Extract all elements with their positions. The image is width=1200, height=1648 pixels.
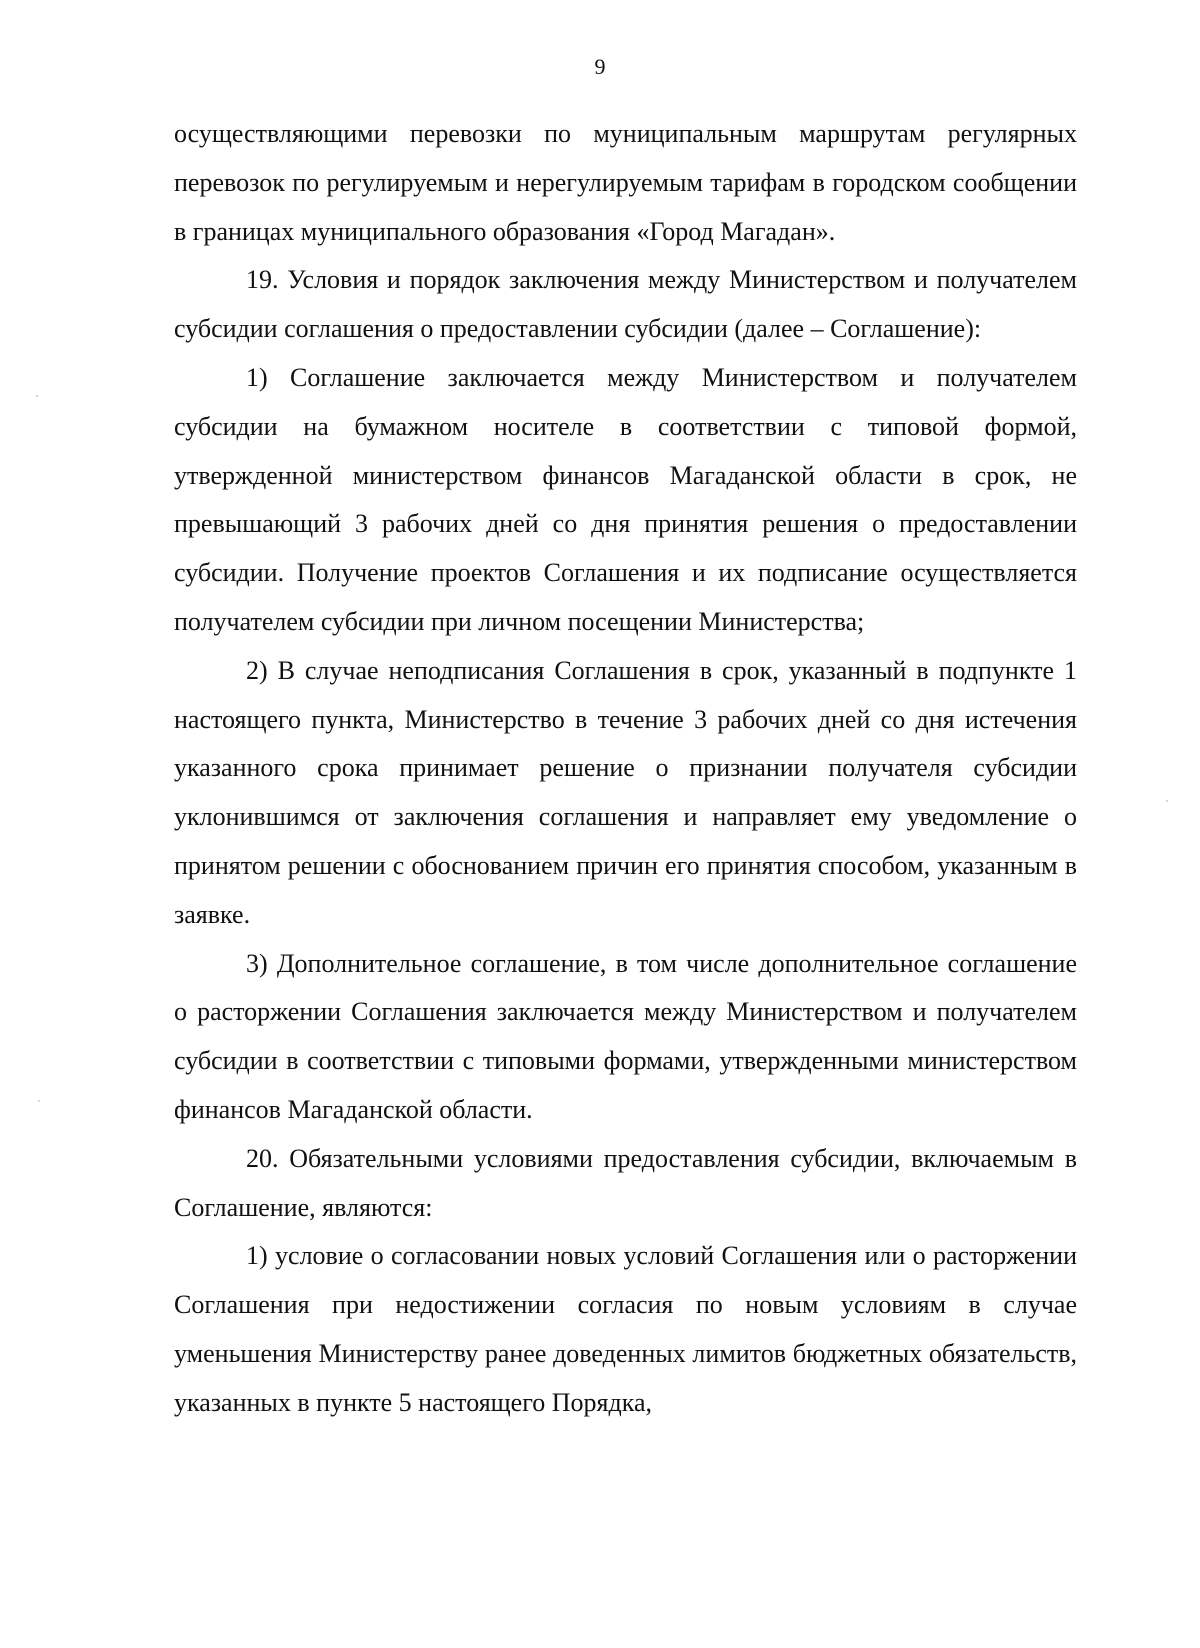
page-number: 9 <box>594 54 606 79</box>
scan-speck <box>1166 800 1168 802</box>
paragraph-continuation: осуществляющими перевозки по муниципальным маршрутам регулярных перевозок по регулируемым и нерегулируемым тарифам в городском сообщении в границах муниципального образования «Город Магадан». <box>174 119 1077 246</box>
scan-speck <box>36 395 38 397</box>
paragraph-subitem-19-1: 1) Соглашение заключается между Министерством и получателем субсидии на бумажном носителе в соответствии с типовой формой, утвержденной министерством финансов Магаданской области в срок, не превышающий 3 рабочих дней со дня принятия решения о предоставлении субсидии. Получение проектов Соглашения и их подписание осуществляется получателем субсидии при личном посещении Министерства; <box>174 362 1077 636</box>
paragraph-item-20: 20. Обязательными условиями предоставления субсидии, включаемым в Соглашение, являются: <box>174 1143 1077 1222</box>
paragraph-subitem-19-2: 2) В случае неподписания Соглашения в срок, указанный в подпункте 1 настоящего пункта, Министерство в течение 3 рабочих дней со дня истечения указанного срока принимает решение о признании получателя субсидии уклонившимся от заключения соглашения и направляет ему уведомление о принятом решении с обоснованием причин его принятия способом, указанным в заявке. <box>174 655 1077 929</box>
scan-speck <box>38 1100 40 1102</box>
paragraph-item-19: 19. Условия и порядок заключения между Министерством и получателем субсидии соглашения о предоставлении субсидии (далее – Соглашение): <box>174 265 1077 344</box>
paragraph-subitem-19-3: 3) Дополнительное соглашение, в том числе дополнительное соглашение о расторжении Соглашения заключается между Министерством и получателем субсидии в соответствии с типовыми формами, утвержденными министерством финансов Магаданской области. <box>174 948 1077 1124</box>
paragraph-subitem-20-1: 1) условие о согласовании новых условий Соглашения или о расторжении Соглашения при недостижении согласия по новым условиям в случае уменьшения Министерству ранее доведенных лимитов бюджетных обязательств, указанных в пункте 5 настоящего Порядка, <box>174 1241 1077 1417</box>
document-body <box>174 110 1077 1428</box>
